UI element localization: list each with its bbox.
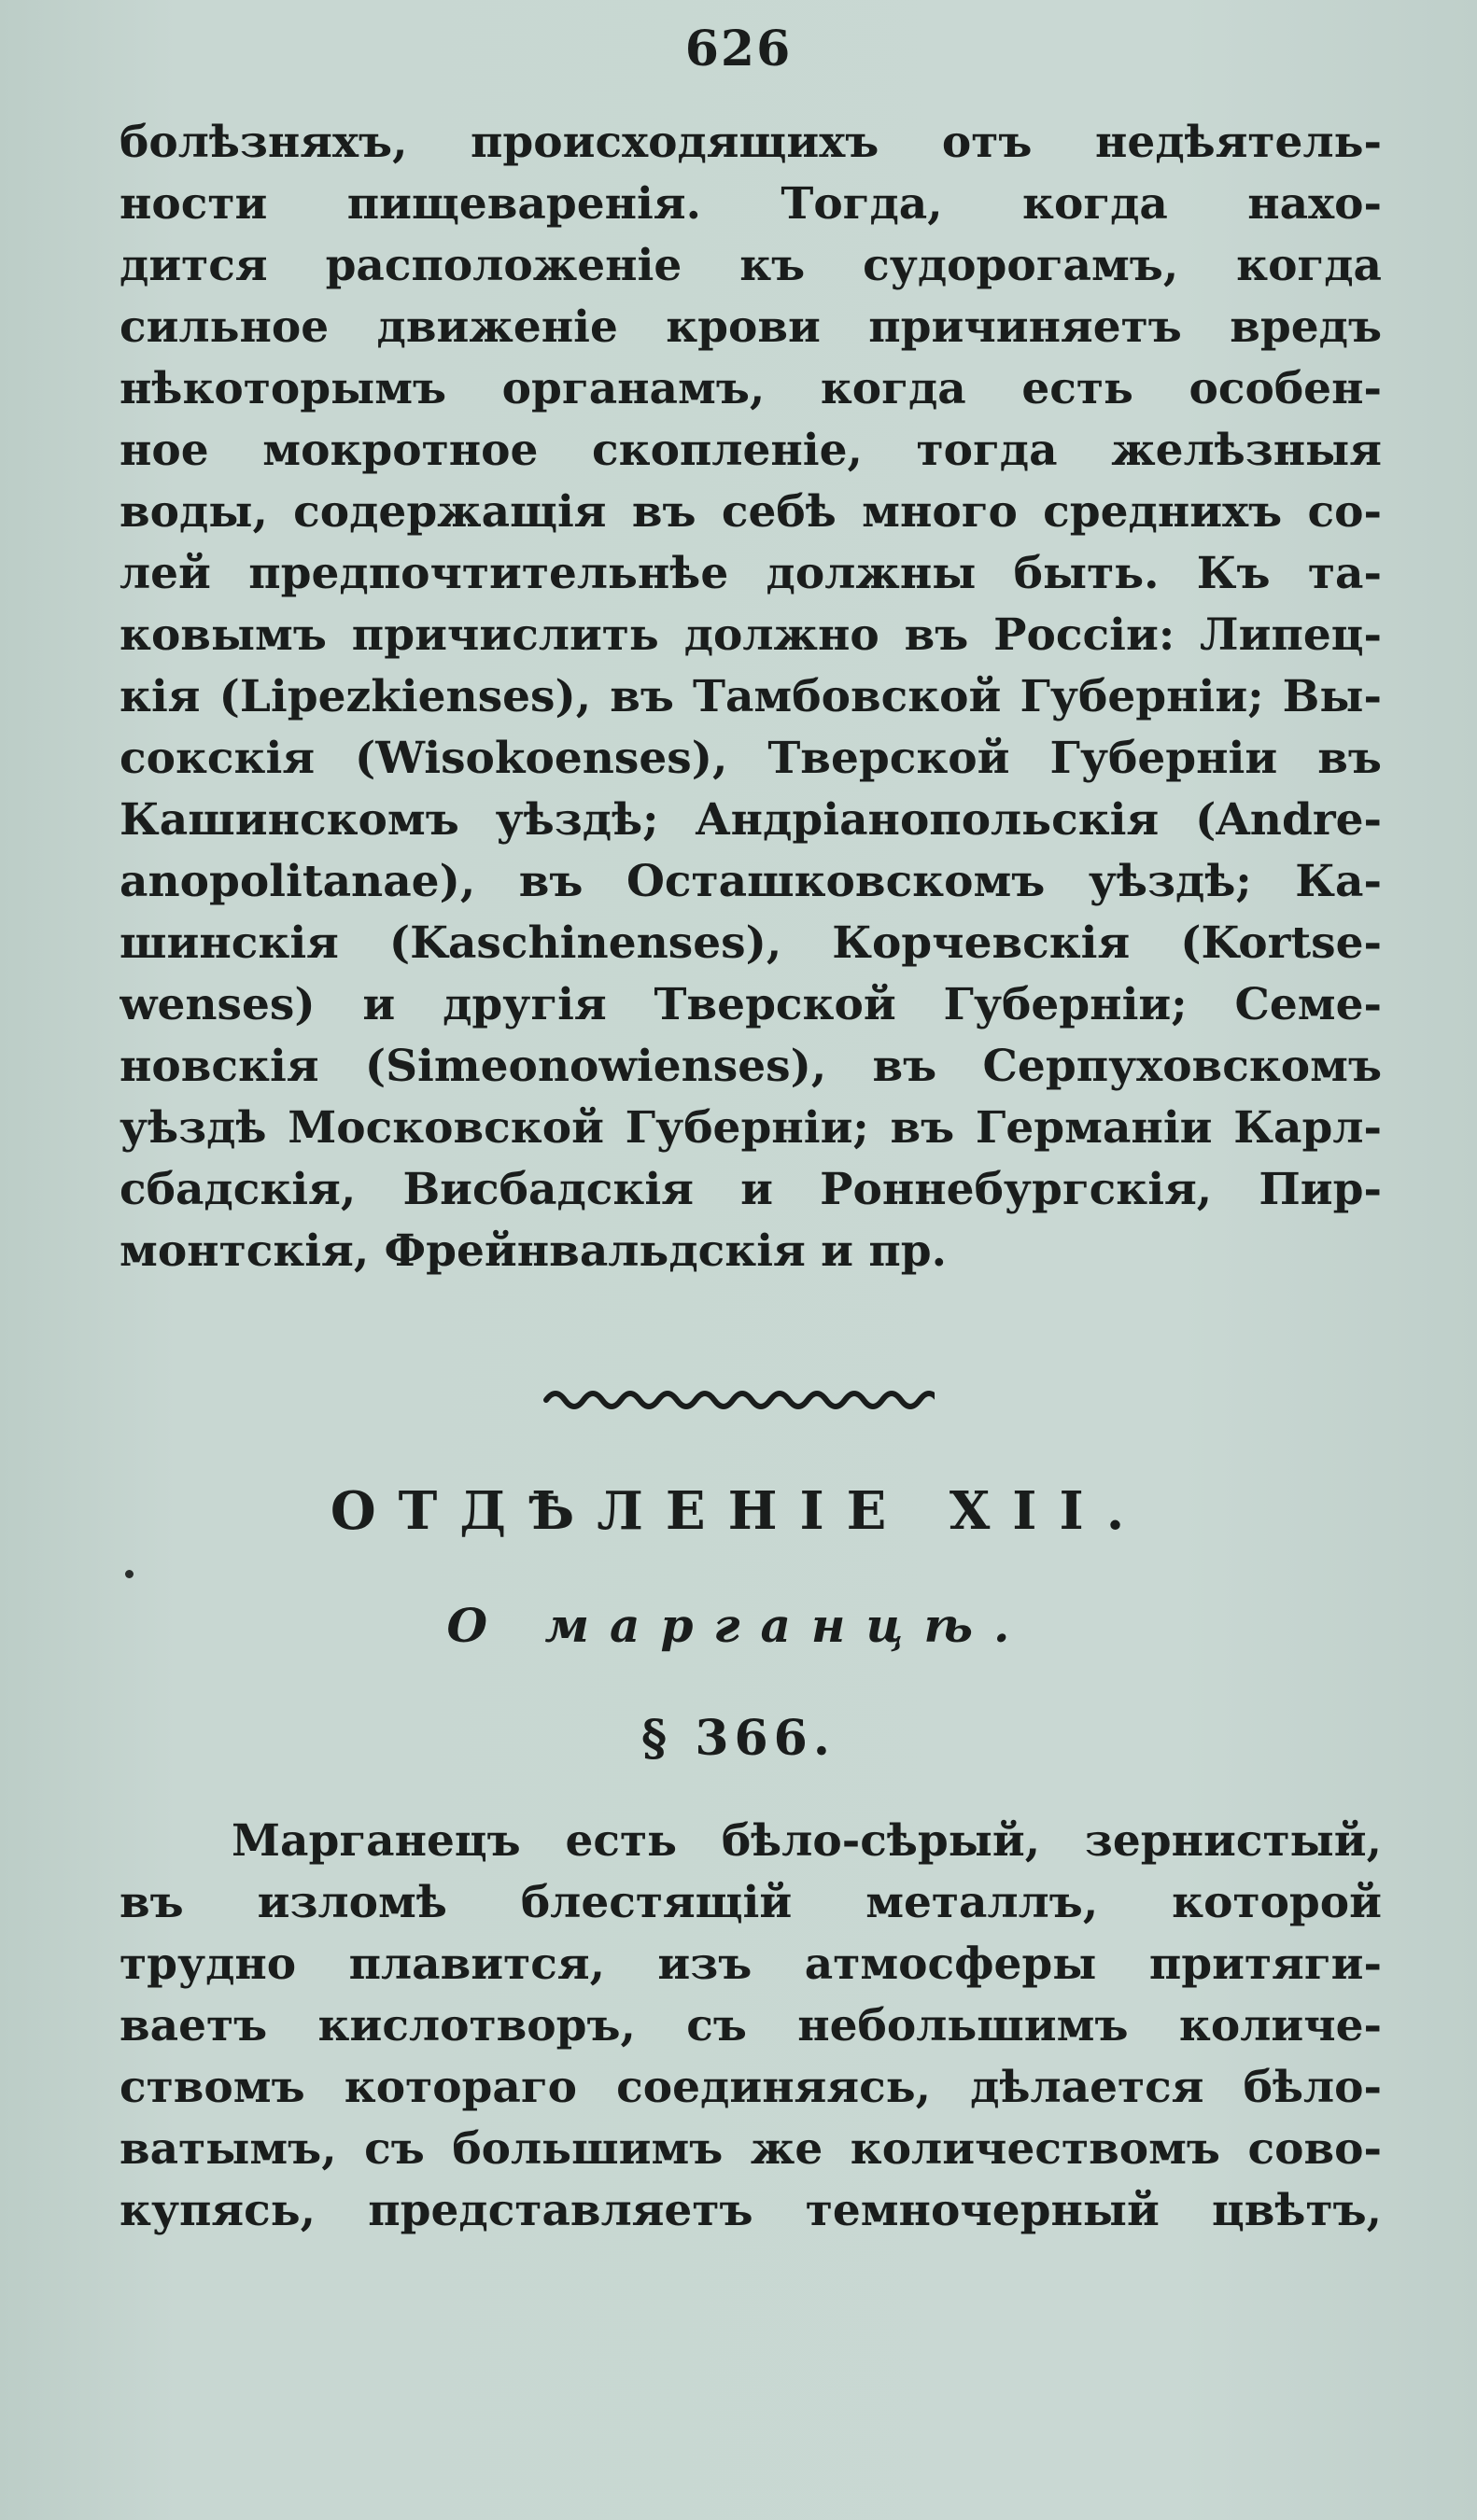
text-line: монтскія, Фрейнвальдскія и пр. xyxy=(120,1225,948,1277)
text-line: ности пищеваренія. Тогда, когда нахо- xyxy=(120,178,1382,230)
text-line: воды, содержащія въ себѣ много среднихъ со- xyxy=(120,486,1382,538)
text-line: сбадскія, Висбадскія и Роннебургскія, Пир- xyxy=(120,1164,1382,1215)
text-line: anopolitanae), въ Осташковскомъ уѣздѣ; Ка- xyxy=(120,856,1382,907)
text-line: сокскія (Wisokoenses), Тверской Губерніи въ xyxy=(120,733,1382,784)
text-line: дится расположеніе къ судорогамъ, когда xyxy=(120,240,1382,291)
wave-ornament-divider xyxy=(542,1379,935,1417)
text-line: лей предпочтительнѣе должны быть. Къ та- xyxy=(120,548,1382,599)
text-line: ное мокротное скопленіе, тогда желѣзныя xyxy=(120,425,1382,476)
paragraph-number: § 366. xyxy=(641,1710,836,1767)
text-line: новскія (Simeonowienses), въ Серпуховскомъ xyxy=(120,1041,1382,1092)
text-line: сильное движеніе крови причиняетъ вредъ xyxy=(120,301,1382,353)
text-line: шинскія (Kaschinenses), Корчевскія (Kortse- xyxy=(120,917,1382,969)
text-line: Марганецъ есть бѣло-сѣрый, зернистый, xyxy=(232,1815,1382,1867)
text-line: ваетъ кислотворъ, съ небольшимъ количе- xyxy=(120,2000,1382,2051)
text-line: ватымъ, съ большимъ же количествомъ сово- xyxy=(120,2123,1382,2175)
text-line: ковымъ причислить должно въ Россіи: Липец- xyxy=(120,609,1382,661)
text-line: болѣзняхъ, происходящихъ отъ недѣятель- xyxy=(120,117,1382,168)
text-line: въ изломѣ блестящій металлъ, которой xyxy=(120,1877,1382,1928)
paragraph-manganese xyxy=(120,1811,1382,2242)
section-title: ОТДѢЛЕНІЕ XII. xyxy=(330,1480,1147,1542)
page-number: 626 xyxy=(684,21,793,77)
section-subtitle: О марганцѣ. xyxy=(446,1598,1031,1653)
text-line: трудно плавится, изъ атмосферы притяги- xyxy=(120,1939,1382,1990)
text-line: купясь, представляетъ темночерный цвѣтъ, xyxy=(120,2185,1382,2236)
text-line: кія (Lipezkienses), въ Тамбовской Губерніи; Вы- xyxy=(120,671,1382,722)
text-line: нѣкоторымъ органамъ, когда есть особен- xyxy=(120,363,1382,414)
text-line: Кашинскомъ уѣздѣ; Андріанопольскія (Andre- xyxy=(120,794,1382,846)
text-line: wenses) и другія Тверской Губерніи; Семе- xyxy=(120,979,1382,1030)
ink-speck xyxy=(125,1570,134,1578)
paragraph-continued xyxy=(120,112,1382,1282)
text-line: уѣздѣ Московской Губерніи; въ Германіи Карл- xyxy=(120,1102,1382,1154)
text-line: ствомъ котораго соединяясь, дѣлается бѣло- xyxy=(120,2062,1382,2113)
